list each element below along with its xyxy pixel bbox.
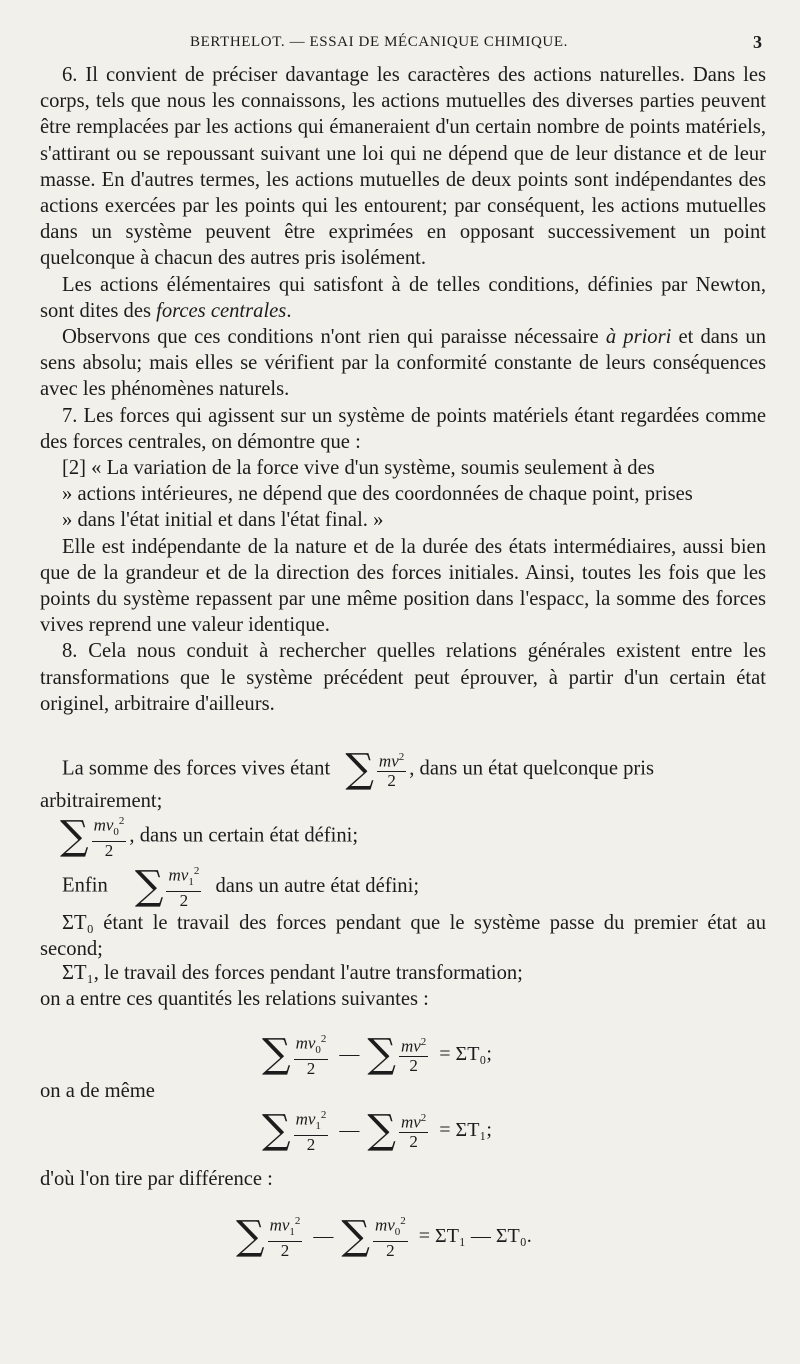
- formula-line-5: ΣT₁, le travail des forces pendant l'autre transformation;: [62, 962, 523, 984]
- fraction: $\frac{mv_1^2}{2}$: [294, 1106, 329, 1154]
- paragraph-6-forces-centrales: [40, 272, 766, 324]
- equation-rhs: = ΣT₁ — ΣT₀.: [418, 1224, 532, 1247]
- running-title: BERTHELOT. — ESSAI DE MÉCANIQUE CHIMIQUE.: [190, 34, 568, 50]
- sigma-symbol: ∑: [367, 1031, 396, 1078]
- minus-sign: —: [313, 1224, 334, 1247]
- sigma-symbol: ∑: [134, 863, 164, 910]
- text: Enfin: [62, 874, 108, 897]
- formula-line-3: [62, 862, 419, 910]
- fraction: $\frac{mv_0^2}{2}$: [373, 1212, 408, 1260]
- quotation: [40, 455, 766, 534]
- text: , dans un certain état défini;: [129, 824, 359, 847]
- running-header: [0, 30, 800, 56]
- fraction-mv0-over-2: $\frac{mv_0^2}{2}$: [92, 812, 127, 860]
- formula-line-2: [60, 812, 358, 860]
- text: La somme des forces vives étant: [62, 757, 331, 780]
- italic-term: forces centrales: [156, 299, 287, 322]
- formula-line-1: [62, 745, 782, 792]
- quote-line: [2] « La variation de la force vive d'un système, soumis seulement à des: [62, 457, 655, 480]
- sigma-symbol: ∑: [367, 1107, 396, 1154]
- page-body: [40, 62, 766, 717]
- text: Observons que ces conditions n'ont rien qui paraisse nécessaire: [62, 326, 606, 349]
- paragraph-6: 6. Il convient de préciser davantage les caractères des actions naturelles. Dans les corps, tels que nous les connaissons, les actions mutuelles des diverses parties peuvent être remplacées par les actions qui émaneraient d'un certain nombre de points matériels, s'attirant ou se repoussant suivant une loi qui ne dépend que de leur distance et de leur masse. En d'autres termes, les actions mutuelles de deux points sont indépendantes des actions exercées par les points qui les entourent; par conséquent, les actions mutuelles dans un système peuvent être exprimées en opposant successivement un point quelconque à chacun des autres pris isolément.: [40, 64, 766, 270]
- fraction: $\frac{mv^2}{2}$: [399, 1033, 428, 1075]
- paragraph-7: 7. Les forces qui agissent sur un système de points matériels étant regardées comme des forces centrales, on démontre que :: [40, 404, 766, 453]
- paragraph-8: 8. Cela nous conduit à rechercher quelles relations générales existent entre les transformations que le système précédent peut éprouver, à partir d'un certain état originel, arbitraire d'ailleurs.: [40, 640, 766, 715]
- sigma-symbol: ∑: [262, 1107, 291, 1154]
- formula-line-7: on a de même: [40, 1080, 155, 1102]
- minus-sign: —: [339, 1042, 360, 1065]
- equation-2: [262, 1106, 496, 1154]
- text: dans un autre état défini;: [215, 874, 420, 897]
- fraction: $\frac{mv_0^2}{2}$: [294, 1030, 329, 1078]
- paragraph-7-continued: Elle est indépendante de la nature et de la durée des états intermédiaires, aussi bien que de la grandeur et de la direction des forces initiales. Ainsi, toutes les fois que les points du système repassent par une même position dans l'espacc, la somme des forces vives reprend une valeur identique.: [40, 535, 766, 637]
- text: et dans un sens absolu; mais elles se vérifient par la conformité constante de leurs conséquences avec les phénomènes naturels.: [40, 326, 766, 401]
- equation-rhs: = ΣT₁;: [439, 1118, 492, 1141]
- fraction-mv1-over-2: $\frac{mv_1^2}{2}$: [166, 862, 201, 910]
- sigma-symbol: ∑: [236, 1213, 265, 1260]
- formula-line-8: d'où l'on tire par différence :: [40, 1168, 273, 1190]
- text: Les actions élémentaires qui satisfont à de telles conditions, définies par Newton, sont dites des: [40, 273, 766, 322]
- paragraph-6-a-priori: [40, 324, 766, 403]
- sigma-symbol: ∑: [60, 813, 89, 860]
- equation-rhs: = ΣT₀;: [439, 1042, 492, 1065]
- equation-1: [262, 1030, 496, 1078]
- formula-line-4: ΣT₀ étant le travail des forces pendant que le système passe du premier état au second;: [40, 912, 766, 960]
- text: , dans un état quelconque pris: [409, 757, 655, 780]
- sigma-symbol: ∑: [262, 1031, 291, 1078]
- sigma-symbol: ∑: [345, 745, 374, 792]
- fraction: $\frac{mv_1^2}{2}$: [268, 1212, 303, 1260]
- sigma-symbol: ∑: [341, 1213, 370, 1260]
- quote-line: » actions intérieures, ne dépend que des coordonnées de chaque point, prises: [62, 483, 693, 506]
- formula-line-6: on a entre ces quantités les relations suivantes :: [40, 988, 429, 1010]
- page-number: 3: [753, 32, 762, 52]
- quote-line: » dans l'état initial et dans l'état final. »: [62, 509, 384, 532]
- minus-sign: —: [339, 1118, 360, 1141]
- formula-line-1-continued: arbitrairement;: [40, 790, 163, 812]
- text: .: [286, 299, 292, 322]
- fraction-mv2-over-2: $\frac{mv^2}{2}$: [377, 748, 406, 790]
- fraction: $\frac{mv^2}{2}$: [399, 1109, 428, 1151]
- italic-term: à priori: [605, 326, 672, 349]
- equation-3: [236, 1212, 536, 1260]
